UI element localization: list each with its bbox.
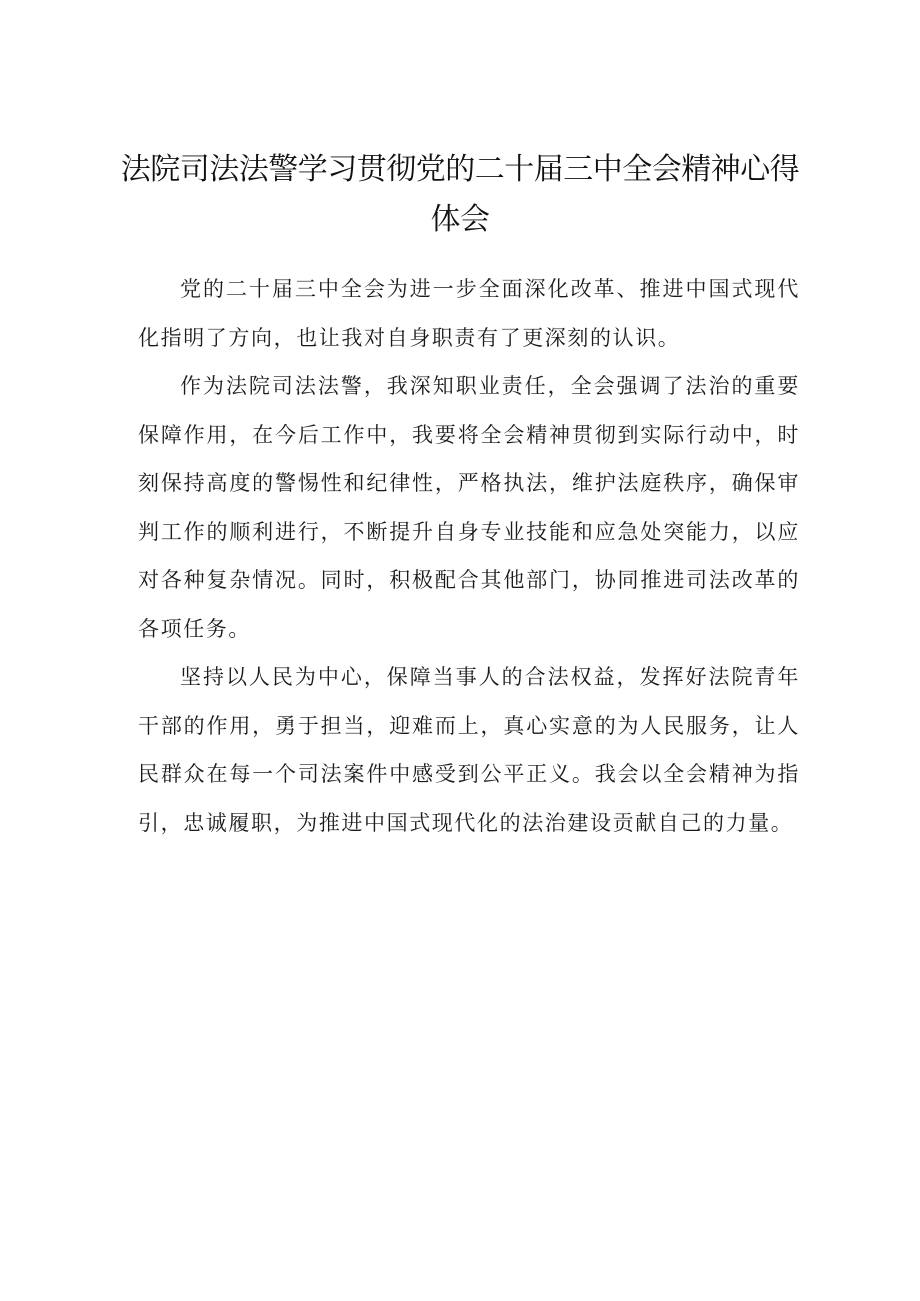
paragraph-3: 坚持以人民为中心，保障当事人的合法权益，发挥好法院青年干部的作用，勇于担当，迎难而上，真心实意的为人民服务，让人民群众在每一个司法案件中感受到公平正义。我会以全会精神为指引，忠诚履职，为推进中国式现代化的法治建设贡献自己的力量。 xyxy=(138,665,800,835)
document-body xyxy=(138,265,800,847)
paragraph-1: 党的二十届三中全会为进一步全面深化改革、推进中国式现代化指明了方向，也让我对自身职责有了更深刻的认识。 xyxy=(138,277,800,350)
document-title: 法院司法法警学习贯彻党的二十届三中全会精神心得体会 xyxy=(120,152,800,237)
paragraph-2: 作为法院司法法警，我深知职业责任，全会强调了法治的重要保障作用，在今后工作中，我要将全会精神贯彻到实际行动中，时刻保持高度的警惕性和纪律性，严格执法，维护法庭秩序，确保审判工作的顺利进行，不断提升自身专业技能和应急处突能力，以应对各种复杂情况。同时，积极配合其他部门，协同推进司法改革的各项任务。 xyxy=(138,374,800,641)
